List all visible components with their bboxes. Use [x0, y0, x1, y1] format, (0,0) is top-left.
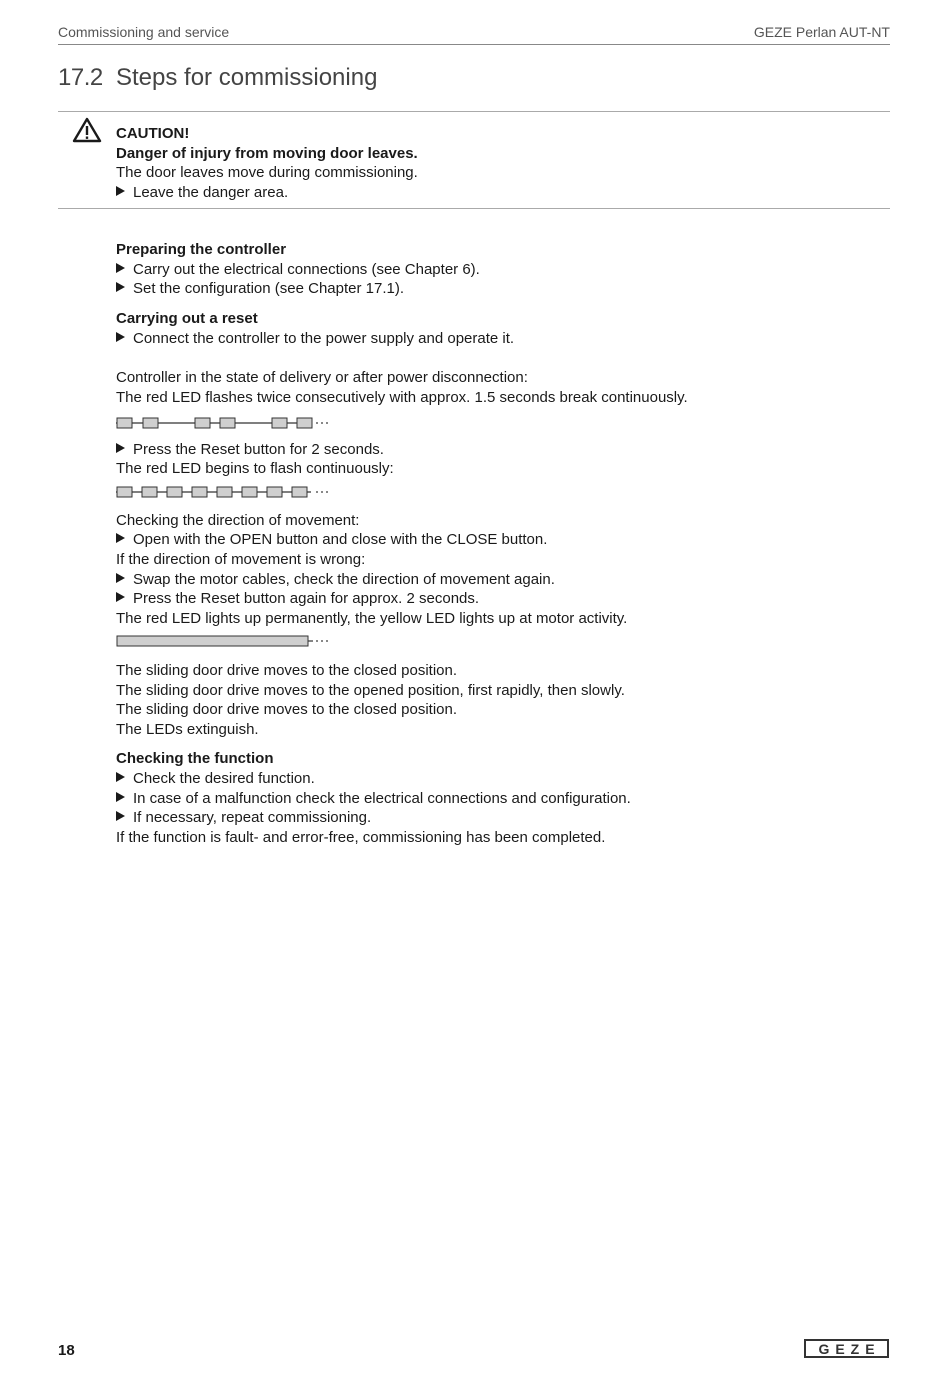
caution-action	[116, 183, 288, 203]
bullet-icon	[116, 573, 125, 583]
list-item	[116, 279, 404, 299]
list-item-text: Check the desired function.	[133, 770, 315, 787]
caution-subheading: Danger of injury from moving door leaves.	[116, 145, 418, 162]
function-conclusion: If the function is fault- and error-free, commissioning has been completed.	[116, 829, 606, 846]
list-item	[116, 789, 631, 809]
bullet-icon	[116, 443, 125, 453]
bullet-icon	[116, 811, 125, 821]
list-item	[116, 440, 384, 460]
caution-action-text: Leave the danger area.	[133, 184, 289, 201]
list-item	[116, 329, 514, 349]
section-number: 17.2	[58, 64, 103, 91]
direction-intro: Checking the direction of movement:	[116, 512, 360, 529]
list-item	[116, 570, 555, 590]
bullet-icon	[116, 332, 125, 342]
bullet-icon	[116, 792, 125, 802]
move-line: The LEDs extinguish.	[116, 721, 259, 738]
list-item	[116, 589, 479, 609]
list-item-text: If necessary, repeat commissioning.	[133, 809, 372, 826]
list-item-text: Set the configuration (see Chapter 17.1).	[133, 280, 404, 297]
bullet-icon	[116, 263, 125, 273]
list-item-text: Swap the motor cables, check the direction of movement again.	[133, 571, 555, 588]
led-permanent-text: The red LED lights up permanently, the yellow LED lights up at motor activity.	[116, 610, 628, 627]
list-item-text: Connect the controller to the power supply and operate it.	[133, 330, 515, 347]
list-item	[116, 530, 547, 550]
page-number: 18	[58, 1342, 75, 1359]
led-continuous-flash-diagram	[116, 484, 336, 500]
bullet-icon	[116, 282, 125, 292]
direction-wrong: If the direction of movement is wrong:	[116, 551, 366, 568]
bullet-icon	[116, 533, 125, 543]
caution-bottom-rule	[58, 208, 890, 209]
list-item	[116, 769, 315, 789]
bullet-icon	[116, 772, 125, 782]
list-item-text: Press the Reset button for 2 seconds.	[133, 441, 384, 458]
preparing-heading: Preparing the controller	[116, 241, 287, 258]
list-item	[116, 260, 480, 280]
caution-heading: CAUTION!	[116, 125, 190, 142]
header-rule	[58, 44, 890, 45]
caution-text: The door leaves move during commissioning.	[116, 164, 418, 181]
warning-triangle-icon	[72, 117, 102, 143]
list-item-text: Open with the OPEN button and close with the CLOSE button.	[133, 531, 548, 548]
state-line-2: The red LED flashes twice consecutively with approx. 1.5 seconds break continuously.	[116, 389, 688, 406]
list-item-text: In case of a malfunction check the electrical connections and configuration.	[133, 790, 631, 807]
led-permanent-diagram	[116, 633, 336, 649]
led-double-flash-diagram	[116, 415, 336, 431]
list-item-text: Press the Reset button again for approx. 2 seconds.	[133, 590, 480, 607]
bullet-icon	[116, 186, 125, 196]
section-title: Steps for commissioning	[116, 64, 378, 91]
flash-text: The red LED begins to flash continuously:	[116, 460, 394, 477]
list-item-text: Carry out the electrical connections (see Chapter 6).	[133, 261, 480, 278]
bullet-icon	[116, 592, 125, 602]
move-line: The sliding door drive moves to the closed position.	[116, 701, 458, 718]
state-line-1: Controller in the state of delivery or after power disconnection:	[116, 369, 528, 386]
list-item	[116, 808, 371, 828]
running-header-right: GEZE Perlan AUT-NT	[753, 24, 890, 40]
move-line: The sliding door drive moves to the closed position.	[116, 662, 458, 679]
reset-heading: Carrying out a reset	[116, 310, 258, 327]
function-heading: Checking the function	[116, 750, 274, 767]
geze-logo: GEZE	[804, 1339, 889, 1358]
move-line: The sliding door drive moves to the opened position, first rapidly, then slowly.	[116, 682, 625, 699]
running-header-left: Commissioning and service	[58, 24, 230, 40]
caution-top-rule	[58, 111, 890, 112]
